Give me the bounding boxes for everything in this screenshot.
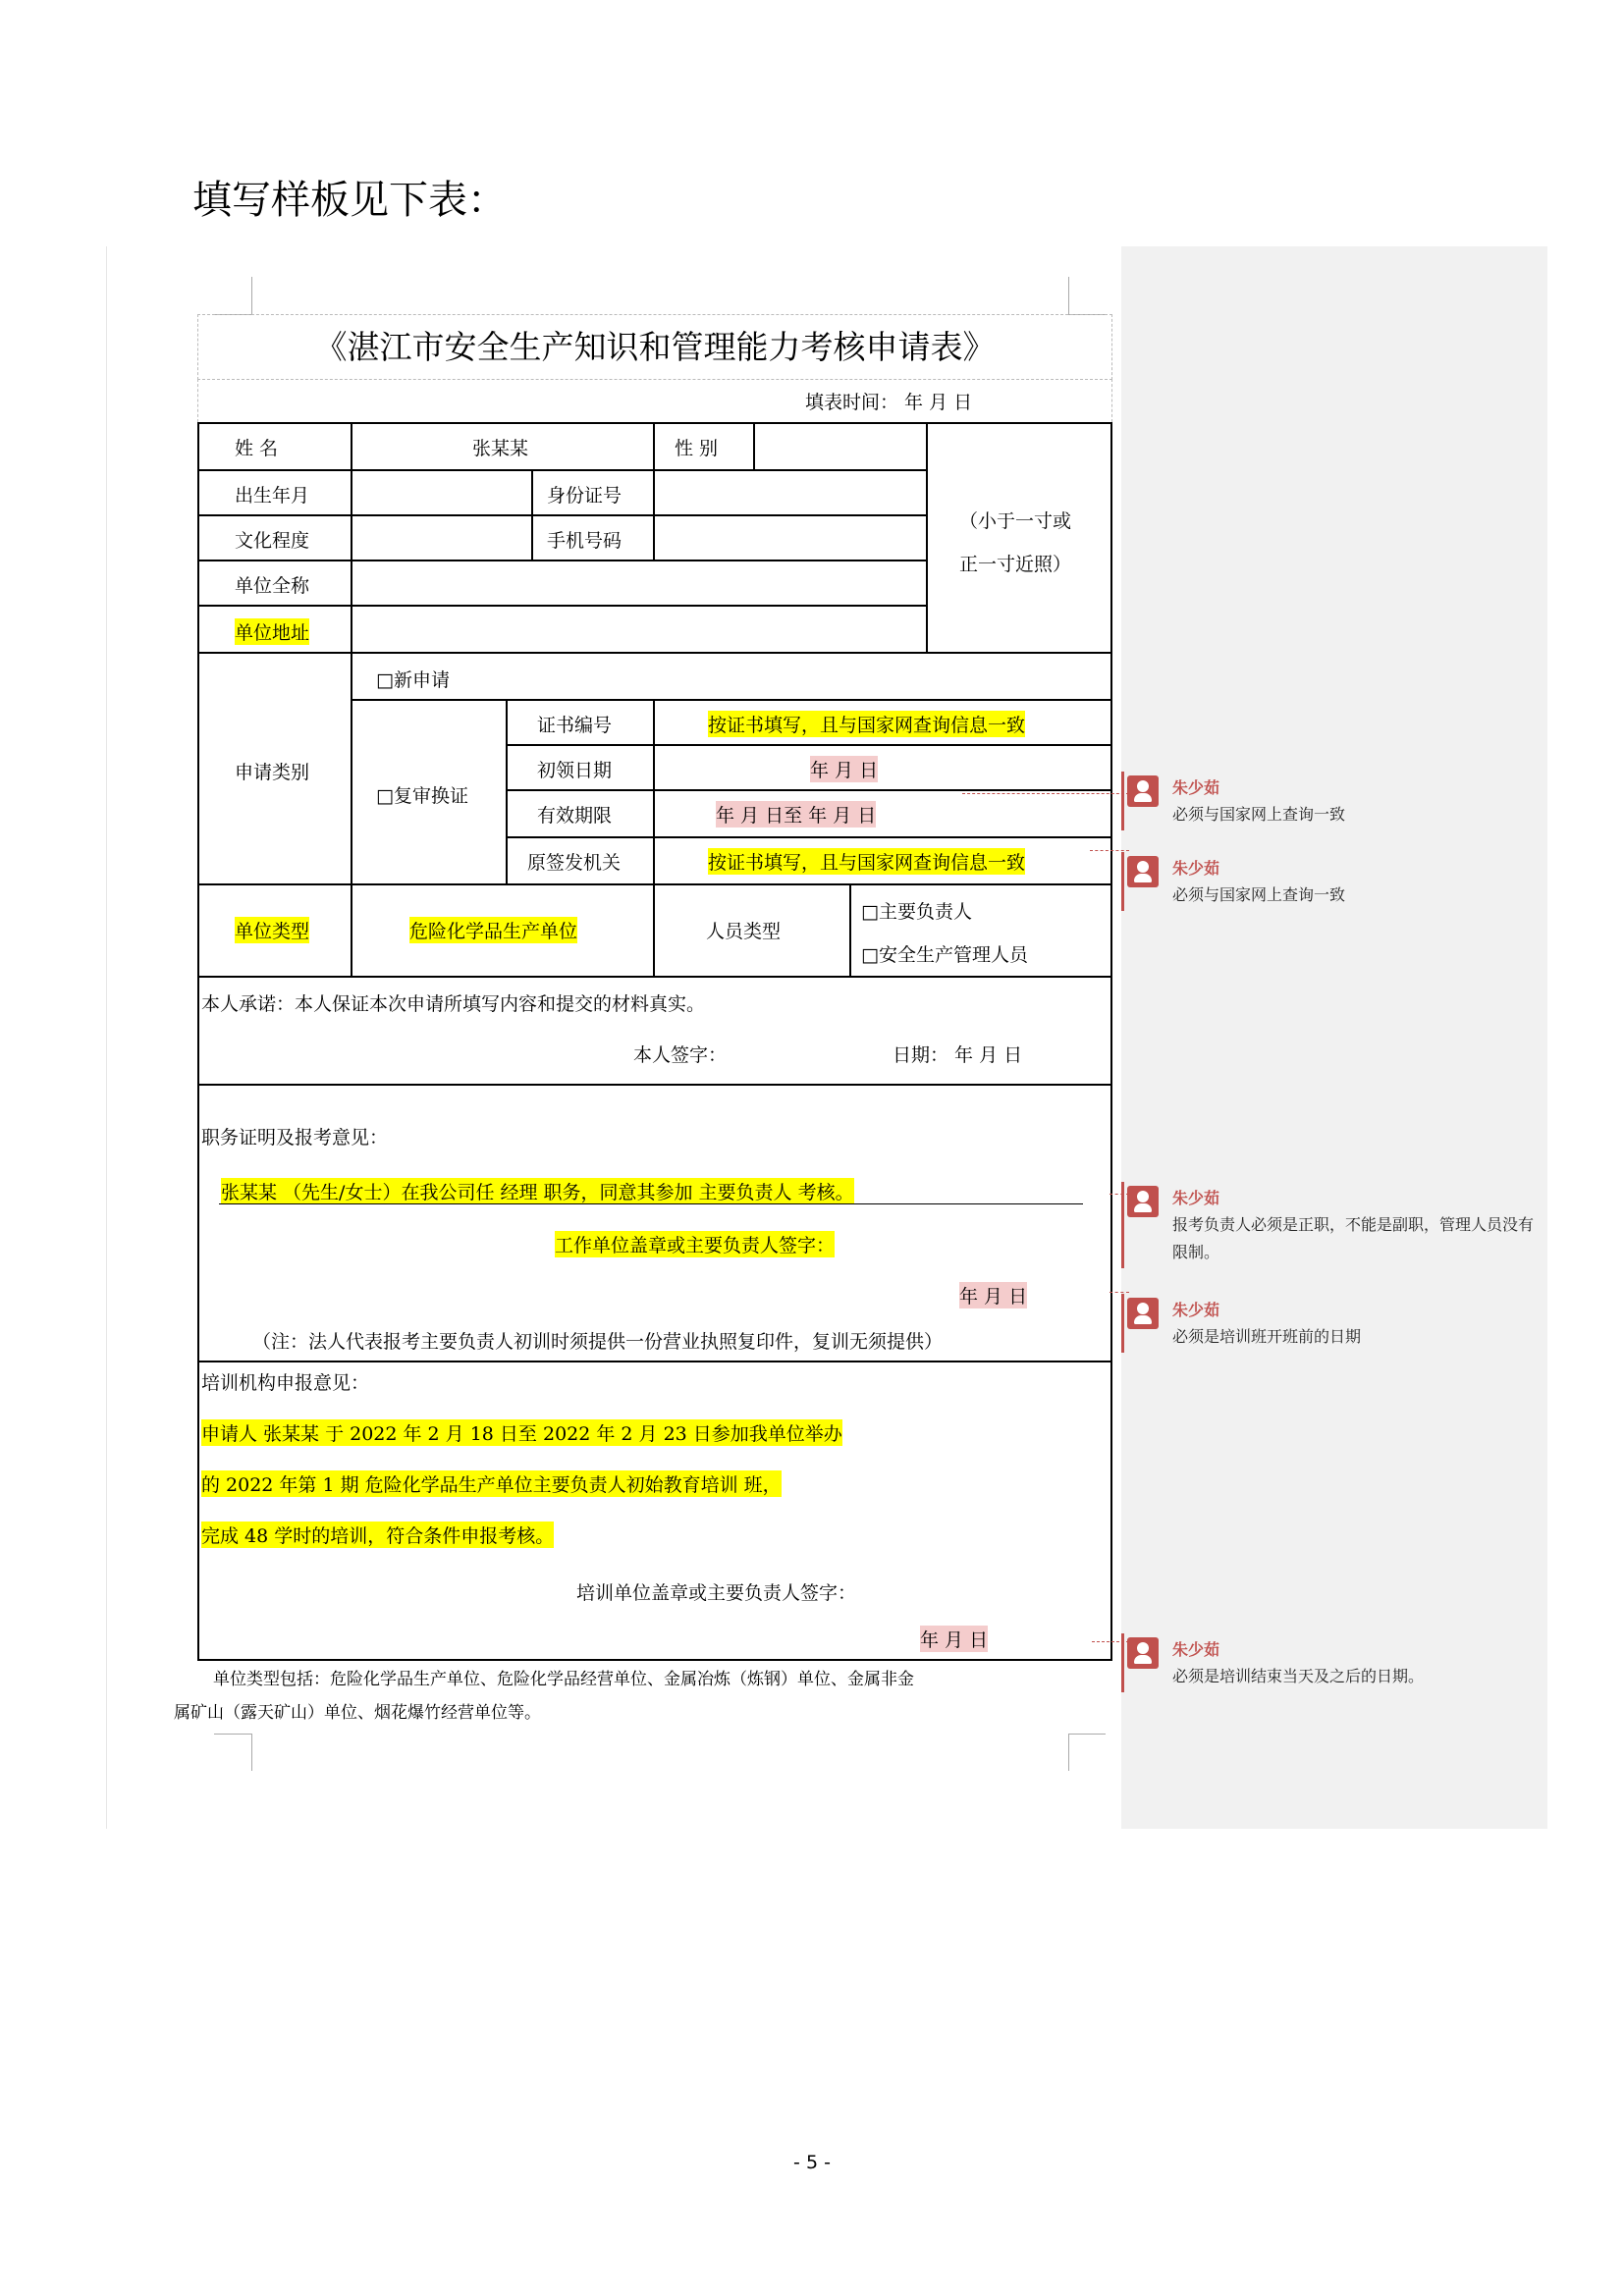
crop-mark [251,277,252,314]
issuer-value: 按证书填写，且与国家网查询信息一致 [708,848,1025,875]
col-line [653,883,655,976]
comment[interactable] [1127,856,1540,915]
photo-note: 正一寸近照） [959,554,1072,575]
comment-connector [962,793,1129,794]
footnote: 单位类型包括：危险化学品生产单位、危险化学品经营单位、金属冶炼（炼钢）单位、金属非金 [213,1670,914,1689]
row-line [197,605,928,607]
crop-mark [214,1734,251,1735]
col-line [653,469,655,560]
crop-mark [1068,1734,1106,1735]
name-value: 张某某 [472,438,529,459]
unit-name-label: 单位全称 [235,575,310,597]
person-option-safety[interactable]: □安全生产管理人员 [861,944,1028,966]
page-heading: 填写样板见下表： [192,178,507,223]
self-date: 日期： 年 月 日 [893,1044,1023,1066]
user-avatar-icon [1127,1637,1159,1669]
col-line [351,422,352,652]
comment-bar [1121,772,1124,830]
education-label: 文化程度 [235,530,310,552]
comment[interactable] [1127,1186,1540,1274]
row-line [197,652,1112,654]
comment-connector [1090,850,1129,851]
fill-date-row [197,379,1112,422]
train-line-3: 完成 48 学时的培训，符合条件申报考核。 [201,1522,554,1548]
phone-label: 手机号码 [547,530,623,552]
form-title: 《湛江市安全生产知识和管理能力考核申请表》 [197,314,1112,380]
unit-type-label: 单位类型 [235,917,309,943]
job-sign: 工作单位盖章或主要负责人签字： [555,1231,835,1257]
comment[interactable] [1127,775,1540,834]
crop-mark [251,1734,252,1771]
table-border [197,422,199,1661]
comment-bar [1121,1182,1124,1268]
user-avatar-icon [1127,1186,1159,1217]
row-line [506,789,1112,791]
col-line [753,422,755,469]
col-line [849,883,851,976]
row-line [197,1084,1112,1086]
fill-date: 填表时间： 年 月 日 [805,392,973,413]
comment-connector [1110,1194,1129,1195]
promise-text: 本人承诺：本人保证本次申请所填写内容和提交的材料真实。 [201,993,706,1015]
job-title: 职务证明及报考意见： [201,1127,389,1148]
comment-author: 朱少茹 [1172,859,1220,878]
cert-no-value: 按证书填写，且与国家网查询信息一致 [708,711,1025,737]
comment-text: 必须与国家网上查询一致 [1172,885,1346,904]
person-option-main[interactable]: □主要负责人 [861,901,972,923]
unit-type-value: 危险化学品生产单位 [409,917,577,943]
col-line [653,422,655,469]
comment-author: 朱少茹 [1172,778,1220,797]
comment-bar [1121,1633,1124,1692]
train-date: 年 月 日 [920,1626,988,1652]
col-line [351,883,352,976]
table-border [1110,422,1112,1661]
id-label: 身份证号 [547,485,623,507]
train-line-1: 申请人 张某某 于 2022 年 2 月 18 日至 2022 年 2 月 23 日参加我单位举办 [201,1419,842,1446]
crop-mark [1068,1734,1069,1771]
table-border [197,422,1112,424]
crop-mark [1068,277,1069,314]
first-date-value: 年 月 日 [810,756,878,782]
footnote: 属矿山（露天矿山）单位、烟花爆竹经营单位等。 [174,1703,541,1723]
comment-bar [1121,852,1124,911]
unit-address-label: 单位地址 [235,618,309,645]
comment-text: 报考负责人必须是正职，不能是副职，管理人员没有限制。 [1172,1215,1535,1261]
comment-panel [1121,246,1547,1829]
col-line [653,699,655,883]
issuer-label: 原签发机关 [527,852,622,874]
row-line [506,744,1112,746]
row-line [197,469,928,471]
comment-bar [1121,1294,1124,1353]
user-avatar-icon [1127,775,1159,807]
renew-checkbox[interactable]: □复审换证 [376,785,468,807]
job-line: 张某某 （先生/女士）在我公司任 经理 职务，同意其参加 主要负责人 考核。 [221,1178,854,1204]
comment-text: 必须是培训班开班前的日期 [1172,1327,1362,1346]
valid-label: 有效期限 [537,805,613,827]
gender-label: 性 别 [675,438,719,459]
col-line [351,652,352,883]
row-line [197,560,928,561]
name-label: 姓 名 [235,438,279,459]
train-title: 培训机构申报意见： [201,1372,370,1394]
comment[interactable] [1127,1637,1540,1696]
photo-note: （小于一寸或 [959,510,1072,532]
first-date-label: 初领日期 [537,760,613,781]
comment-text: 必须与国家网上查询一致 [1172,805,1346,824]
comment-author: 朱少茹 [1172,1640,1220,1659]
person-type-label: 人员类型 [706,921,782,942]
note: （注：法人代表报考主要负责人初训时须提供一份营业执照复印件，复训无须提供） [252,1331,944,1353]
page-number: - 5 - [793,2152,831,2173]
comment-author: 朱少茹 [1172,1301,1220,1319]
comment[interactable] [1127,1298,1540,1357]
row-line [197,976,1112,978]
valid-value: 年 月 日至 年 月 日 [716,801,876,828]
application-form [174,314,1112,1723]
col-line [926,422,928,652]
comment-author: 朱少茹 [1172,1189,1220,1207]
user-avatar-icon [1127,856,1159,887]
col-line [506,699,508,883]
user-avatar-icon [1127,1298,1159,1329]
comment-connector [1110,1292,1129,1293]
train-line-2: 的 2022 年第 1 期 危险化学品生产单位主要负责人初始教育培训 班， [201,1470,782,1497]
comment-text: 必须是培训结束当天及之后的日期。 [1172,1667,1425,1685]
row-line [197,514,928,516]
row-line [351,699,1112,701]
cert-no-label: 证书编号 [537,715,613,736]
train-sign: 培训单位盖章或主要负责人签字： [576,1582,857,1604]
new-apply-checkbox[interactable]: □新申请 [376,669,450,691]
row-line [197,1361,1112,1362]
job-date: 年 月 日 [959,1282,1027,1308]
row-line [506,836,1112,838]
birth-label: 出生年月 [235,485,310,507]
table-border [197,1659,1112,1661]
row-line [197,883,1112,885]
self-sign: 本人签字： [633,1044,728,1066]
col-line [531,469,533,560]
underline [219,1203,1083,1204]
apply-type-label: 申请类别 [235,762,310,783]
